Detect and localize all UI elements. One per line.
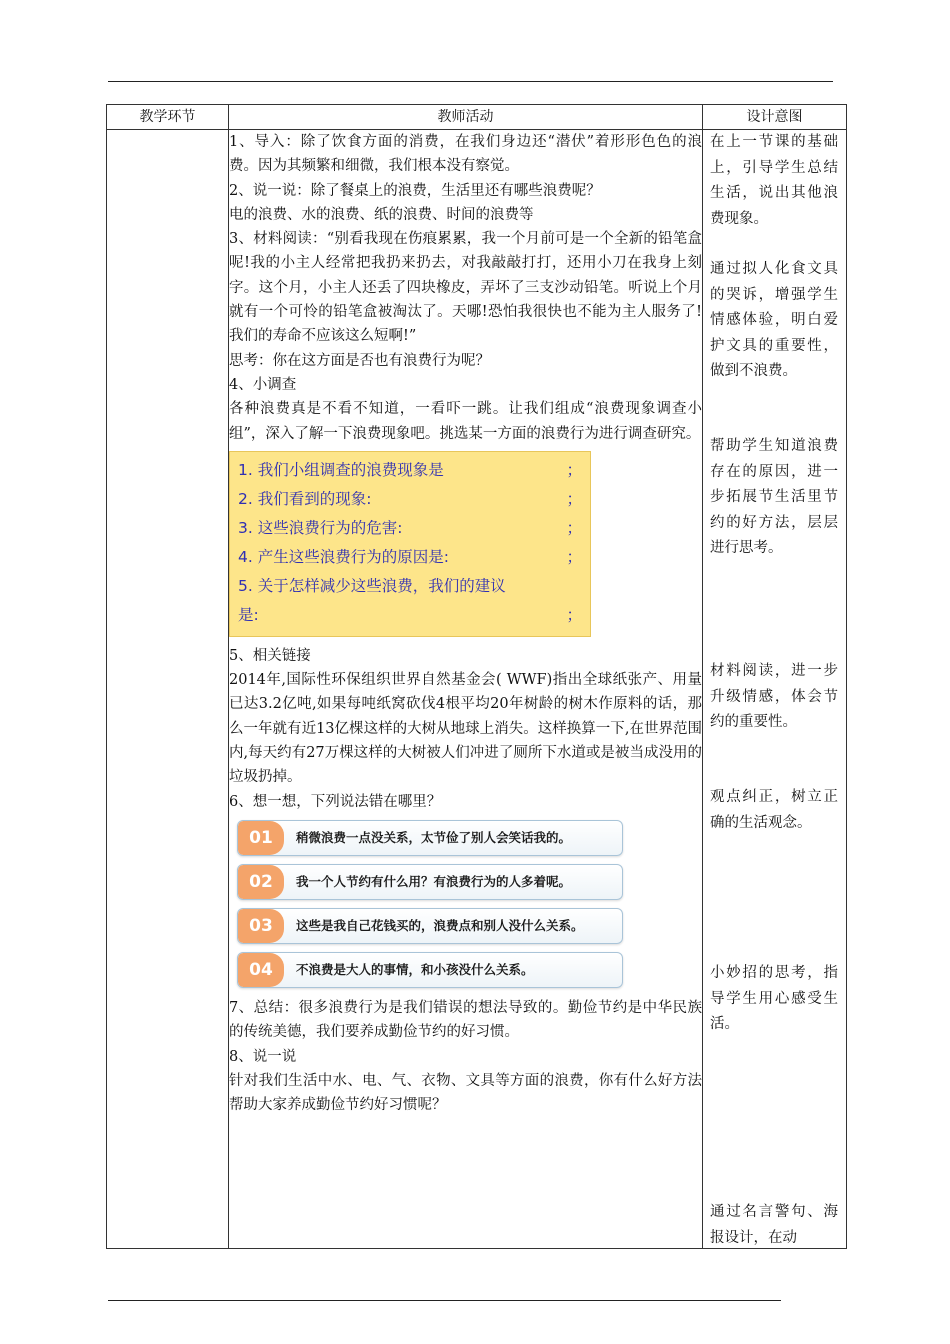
table-header-row — [107, 105, 847, 130]
survey-semicolon: ； — [566, 460, 582, 479]
survey-item-3: 3. 这些浪费行为的危害: — [238, 518, 403, 537]
survey-line — [238, 601, 582, 630]
survey-line — [238, 456, 582, 485]
survey-semicolon: ； — [566, 518, 582, 537]
survey-line — [238, 485, 582, 514]
header-activity: 教师活动 — [229, 105, 703, 130]
activity-reading: 3、材料阅读：“别看我现在伤痕累累，我一个月前可是一个全新的铅笔盒呢!我的小主人经常把我扔来扔去，对我敲敲打打，还用小刀在我身上刻字。这个月，小主人还丢了四块橡皮，弄坏了三支沙动铅笔。听说上个月就有一个可怜的铅笔盒被淘汰了。天哪!恐怕我很快也不能为主人服务了!我们的寿命不应该这么短啊!” — [229, 231, 702, 345]
stage-cell — [107, 130, 229, 1249]
summary-text: 7、总结：很多浪费行为是我们错误的想法导致的。勤俭节约是中华民族的传统美德，我们要养成勤俭节约的好习惯。 — [229, 999, 702, 1041]
survey-semicolon: ； — [566, 547, 582, 566]
item-number-badge: 03 — [238, 909, 284, 943]
intent-7: 通过名言警句、海报设计，在动 — [710, 1204, 838, 1246]
item-number-badge: 02 — [238, 865, 284, 899]
survey-card — [229, 451, 591, 637]
survey-item-2: 2. 我们看到的现象: — [238, 489, 372, 508]
survey-line — [238, 514, 582, 543]
misconception-list — [237, 820, 623, 988]
intent-5: 观点纠正，树立正确的生活观念。 — [710, 789, 838, 831]
activity-intro: 1、导入：除了饮食方面的消费，在我们身边还“潜伏”着形形色色的浪费。因为其频繁和细微，我们根本没有察觉。 — [229, 134, 702, 175]
activity-survey-title: 4、小调查 — [229, 376, 297, 393]
activity-say-answer: 电的浪费、水的浪费、纸的浪费、时间的浪费等 — [229, 206, 534, 223]
intent-3: 帮助学生知道浪费存在的原因，进一步拓展节生活里节约的好方法，层层进行思考。 — [710, 438, 838, 556]
header-intent: 设计意图 — [703, 105, 847, 130]
say-text: 针对我们生活中水、电、气、衣物、文具等方面的浪费，你有什么好方法帮助大家养成勤俭节约好习惯呢？ — [229, 1072, 702, 1114]
intent-1: 在上一节课的基础上，引导学生总结生活，说出其他浪费现象。 — [710, 134, 838, 227]
say-title: 8、说一说 — [229, 1048, 297, 1065]
survey-item-5: 5. 关于怎样减少这些浪费，我们的建议 — [238, 576, 506, 595]
intent-cell — [703, 130, 847, 1249]
header-stage: 教学环节 — [107, 105, 229, 130]
item-text: 我一个人节约有什么用？有浪费行为的人多着呢。 — [296, 873, 572, 889]
activity-think: 思考：你在这方面是否也有浪费行为呢？ — [229, 352, 490, 369]
intent-2: 通过拟人化食文具的哭诉，增强学生情感体验，明白爱护文具的重要性，做到不浪费。 — [710, 261, 838, 379]
list-item — [237, 952, 623, 988]
survey-semicolon: ； — [566, 605, 582, 624]
item-text: 这些是我自己花钱买的，浪费点和别人没什么关系。 — [296, 917, 584, 933]
top-rule — [108, 81, 833, 82]
list-item — [237, 864, 623, 900]
link-title: 5、相关链接 — [229, 647, 311, 664]
item-number-badge: 04 — [238, 953, 284, 987]
survey-item-5-cont: 是: — [238, 605, 259, 624]
item-number-badge: 01 — [238, 821, 284, 855]
activity-say: 2、说一说：除了餐桌上的浪费，生活里还有哪些浪费呢？ — [229, 182, 601, 199]
activity-survey-desc: 各种浪费真是不看不知道，一看吓一跳。让我们组成“浪费现象调查小组”，深入了解一下浪费现象吧。挑选某一方面的浪费行为进行调查研究。 — [229, 401, 702, 442]
bottom-rule — [108, 1300, 781, 1301]
think-title: 6、想一想，下列说法错在哪里？ — [229, 793, 442, 810]
intent-4: 材料阅读，进一步升级情感，体会节约的重要性。 — [710, 663, 838, 730]
intent-6: 小妙招的思考，指导学生用心感受生活。 — [710, 965, 838, 1032]
table-row — [107, 130, 847, 1249]
survey-line — [238, 543, 582, 572]
survey-item-4: 4. 产生这些浪费行为的原因是: — [238, 547, 449, 566]
link-text: 2014年,国际性环保组织世界自然基金会( WWF)指出全球纸张产、用量已达3.2亿吨,如果每吨纸窝砍伐4根平均20年树龄的树木作原料的话，那么一年就有近13亿棵这样的大树从地球上消失。这样换算一下,在世界范围内,每天约有27万棵这样的大树被人们冲进了厕所下水道或是被当成没用的垃圾扔掉。 — [229, 672, 702, 786]
survey-line — [238, 572, 582, 601]
survey-item-1: 1. 我们小组调查的浪费现象是 — [238, 460, 444, 479]
list-item — [237, 820, 623, 856]
lesson-plan-table — [106, 104, 847, 1249]
activity-cell — [229, 130, 703, 1249]
survey-semicolon: ； — [566, 489, 582, 508]
item-text: 稍微浪费一点没关系，太节俭了别人会笑话我的。 — [296, 829, 572, 845]
list-item — [237, 908, 623, 944]
item-text: 不浪费是大人的事情，和小孩没什么关系。 — [296, 961, 534, 977]
